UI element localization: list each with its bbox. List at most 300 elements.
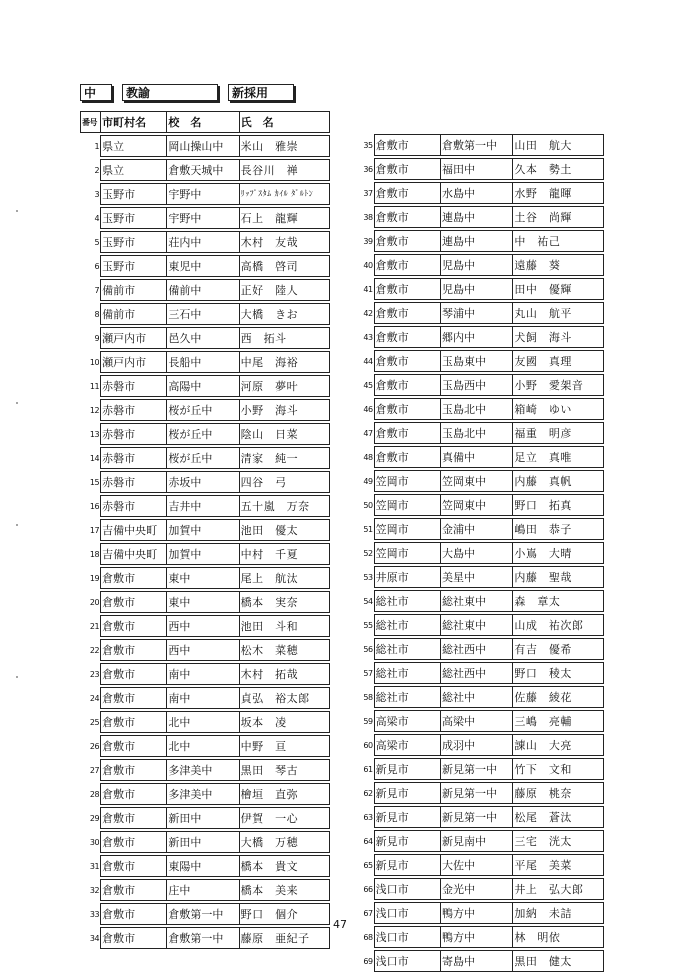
row-number: 50 (363, 500, 373, 510)
row-number: 20 (89, 597, 100, 607)
row-name: 土谷 尚輝 (513, 207, 604, 228)
row-school: 高陽中 (167, 376, 239, 397)
row-school: 宇野中 (167, 184, 239, 205)
row-name: 木村 友哉 (239, 232, 329, 253)
table-row (354, 543, 604, 564)
row-number: 25 (89, 717, 100, 727)
row-school: 邑久中 (167, 328, 239, 349)
row-school: 総社東中 (441, 615, 513, 636)
row-school: 新田中 (167, 808, 239, 829)
row-name: 三宅 洸太 (513, 831, 604, 852)
table-row (354, 327, 604, 348)
table-row (81, 784, 330, 805)
row-name: 山成 祐次郎 (513, 615, 604, 636)
row-name: 丸山 航平 (513, 303, 604, 324)
row-school: 鴨方中 (441, 927, 513, 948)
row-name: 加納 未詰 (513, 903, 604, 924)
page-number: 47 (333, 918, 347, 931)
row-municipality: 倉敷市 (374, 303, 440, 324)
row-municipality: 笠岡市 (374, 543, 440, 564)
row-municipality: 倉敷市 (374, 399, 440, 420)
table-row (81, 424, 330, 445)
row-name: ﾘｯﾌﾟｽﾀﾑ ｶｲﾙ ﾀﾞﾙﾄﾝ (239, 184, 329, 205)
row-municipality: 赤磐市 (101, 376, 167, 397)
table-row (81, 472, 330, 493)
table-row (354, 663, 604, 684)
row-number: 61 (363, 764, 373, 774)
row-number: 64 (363, 836, 373, 846)
roster-table-left (80, 111, 330, 949)
row-name: 水野 龍暉 (513, 183, 604, 204)
row-number: 18 (89, 549, 100, 559)
table-row (354, 159, 604, 180)
row-name: 福重 明彦 (513, 423, 604, 444)
row-number: 62 (363, 788, 373, 798)
row-municipality: 倉敷市 (374, 375, 440, 396)
row-school: 桜が丘中 (167, 448, 239, 469)
row-name: 犬飼 海斗 (513, 327, 604, 348)
row-municipality: 倉敷市 (101, 808, 167, 829)
row-municipality: 倉敷市 (101, 904, 167, 925)
row-number: 38 (363, 212, 373, 222)
row-name: 佐藤 綾花 (513, 687, 604, 708)
row-school: 連島中 (441, 231, 513, 252)
table-row (81, 736, 330, 757)
row-municipality: 倉敷市 (101, 928, 167, 949)
row-name: 内藤 真帆 (513, 471, 604, 492)
table-header-row (81, 112, 330, 133)
row-name: 井上 弘大郎 (513, 879, 604, 900)
row-number: 51 (363, 524, 373, 534)
row-municipality: 総社市 (374, 639, 440, 660)
row-number: 33 (89, 909, 100, 919)
row-school: 吉井中 (167, 496, 239, 517)
row-school: 三石中 (167, 304, 239, 325)
scan-speck (16, 676, 18, 678)
scan-speck (16, 210, 18, 212)
row-name: 木村 拓哉 (239, 664, 329, 685)
row-municipality: 新見市 (374, 783, 440, 804)
row-school: 宇野中 (167, 208, 239, 229)
row-name: 中村 千夏 (239, 544, 329, 565)
row-name: 橋本 実奈 (239, 592, 329, 613)
table-row (354, 783, 604, 804)
table-row (81, 496, 330, 517)
scan-speck (16, 402, 18, 404)
row-municipality: 新見市 (374, 831, 440, 852)
row-number: 14 (89, 453, 100, 463)
row-name: 諌山 大亮 (513, 735, 604, 756)
row-name: 橋本 美来 (239, 880, 329, 901)
row-school: 倉敷第一中 (167, 928, 239, 949)
table-row (354, 183, 604, 204)
row-municipality: 新見市 (374, 807, 440, 828)
row-school: 新見第一中 (441, 759, 513, 780)
column-header-municipality: 市町村名 (101, 112, 167, 133)
row-municipality: 総社市 (374, 591, 440, 612)
table-row (354, 567, 604, 588)
row-name: 藤原 亜紀子 (239, 928, 329, 949)
table-row (354, 231, 604, 252)
row-school: 福田中 (441, 159, 513, 180)
row-number: 24 (89, 693, 100, 703)
row-municipality: 倉敷市 (101, 832, 167, 853)
row-number: 17 (89, 525, 100, 535)
row-municipality: 笠岡市 (374, 471, 440, 492)
row-school: 総社西中 (441, 663, 513, 684)
table-row (81, 544, 330, 565)
scan-speck (16, 524, 18, 526)
row-school: 倉敷第一中 (441, 135, 513, 156)
table-row (81, 568, 330, 589)
row-school: 総社中 (441, 687, 513, 708)
row-number: 26 (89, 741, 100, 751)
row-school: 玉島東中 (441, 351, 513, 372)
row-school: 新田中 (167, 832, 239, 853)
row-school: 琴浦中 (441, 303, 513, 324)
row-name: 中尾 海裕 (239, 352, 329, 373)
table-row (81, 520, 330, 541)
table-row (81, 448, 330, 469)
row-number: 16 (89, 501, 100, 511)
row-name: 清家 純一 (239, 448, 329, 469)
row-name: 竹下 文和 (513, 759, 604, 780)
row-number: 21 (89, 621, 100, 631)
table-row (81, 256, 330, 277)
row-name: 米山 雅崇 (239, 136, 329, 157)
row-number: 7 (94, 285, 100, 295)
row-school: 美星中 (441, 567, 513, 588)
table-row (81, 208, 330, 229)
row-number: 67 (363, 908, 373, 918)
row-number: 34 (89, 933, 100, 943)
roster-table-right (354, 132, 604, 972)
row-municipality: 倉敷市 (374, 351, 440, 372)
row-number: 35 (363, 140, 373, 150)
row-school: 真備中 (441, 447, 513, 468)
row-school: 西中 (167, 640, 239, 661)
row-number: 69 (363, 956, 373, 966)
row-municipality: 高梁市 (374, 711, 440, 732)
row-municipality: 井原市 (374, 567, 440, 588)
row-number: 39 (363, 236, 373, 246)
row-school: 東児中 (167, 256, 239, 277)
table-row (354, 759, 604, 780)
row-number: 47 (363, 428, 373, 438)
row-municipality: 倉敷市 (101, 640, 167, 661)
row-municipality: 総社市 (374, 687, 440, 708)
row-municipality: 赤磐市 (101, 496, 167, 517)
table-row (354, 207, 604, 228)
row-number: 43 (363, 332, 373, 342)
row-school: 新見南中 (441, 831, 513, 852)
row-municipality: 倉敷市 (374, 327, 440, 348)
row-school: 大佐中 (441, 855, 513, 876)
row-name: 大橋 きお (239, 304, 329, 325)
row-municipality: 赤磐市 (101, 472, 167, 493)
row-municipality: 赤磐市 (101, 424, 167, 445)
row-school: 高梁中 (441, 711, 513, 732)
status-label: 新採用 (228, 84, 294, 101)
row-number: 31 (89, 861, 100, 871)
row-name: 伊賀 一心 (239, 808, 329, 829)
row-municipality: 新見市 (374, 759, 440, 780)
row-municipality: 吉備中央町 (101, 520, 167, 541)
row-name: 野口 個介 (239, 904, 329, 925)
row-school: 笠岡東中 (441, 495, 513, 516)
row-municipality: 赤磐市 (101, 448, 167, 469)
row-municipality: 倉敷市 (101, 712, 167, 733)
row-municipality: 倉敷市 (374, 255, 440, 276)
row-municipality: 倉敷市 (374, 447, 440, 468)
row-school: 倉敷天城中 (167, 160, 239, 181)
table-row (354, 303, 604, 324)
table-row (81, 400, 330, 421)
table-row (81, 616, 330, 637)
row-number: 42 (363, 308, 373, 318)
row-name: 四谷 弓 (239, 472, 329, 493)
table-row (354, 855, 604, 876)
row-school: 児島中 (441, 279, 513, 300)
table-row (354, 351, 604, 372)
row-school: 玉島西中 (441, 375, 513, 396)
row-number: 53 (363, 572, 373, 582)
row-school: 玉島北中 (441, 423, 513, 444)
row-name: 松木 菜穂 (239, 640, 329, 661)
row-name: 足立 真唯 (513, 447, 604, 468)
row-name: 池田 斗和 (239, 616, 329, 637)
row-number: 68 (363, 932, 373, 942)
table-row (81, 712, 330, 733)
row-name: 野口 稜太 (513, 663, 604, 684)
row-municipality: 倉敷市 (101, 616, 167, 637)
level-label: 中 (80, 84, 112, 101)
row-number: 5 (94, 237, 100, 247)
table-row (81, 592, 330, 613)
row-school: 庄中 (167, 880, 239, 901)
row-number: 37 (363, 188, 373, 198)
row-name: 箱崎 ゆい (513, 399, 604, 420)
row-municipality: 吉備中央町 (101, 544, 167, 565)
row-name: 石上 龍輝 (239, 208, 329, 229)
table-row (354, 639, 604, 660)
row-school: 玉島北中 (441, 399, 513, 420)
row-school: 金光中 (441, 879, 513, 900)
row-number: 44 (363, 356, 373, 366)
column-header-no: 番号 (81, 112, 101, 133)
row-school: 寄島中 (441, 951, 513, 972)
row-number: 22 (89, 645, 100, 655)
row-name: 嶋田 恭子 (513, 519, 604, 540)
table-row (354, 807, 604, 828)
table-row (354, 399, 604, 420)
row-name: 遠藤 葵 (513, 255, 604, 276)
row-number: 3 (94, 189, 100, 199)
row-school: 南中 (167, 688, 239, 709)
row-number: 46 (363, 404, 373, 414)
row-school: 水島中 (441, 183, 513, 204)
row-name: 内藤 聖哉 (513, 567, 604, 588)
row-number: 63 (363, 812, 373, 822)
row-name: 藤原 桃奈 (513, 783, 604, 804)
row-name: 有吉 優希 (513, 639, 604, 660)
row-municipality: 新見市 (374, 855, 440, 876)
row-number: 23 (89, 669, 100, 679)
row-municipality: 倉敷市 (374, 423, 440, 444)
row-name: 西 拓斗 (239, 328, 329, 349)
row-school: 東中 (167, 568, 239, 589)
row-number: 30 (89, 837, 100, 847)
row-municipality: 笠岡市 (374, 495, 440, 516)
row-name: 河原 夢叶 (239, 376, 329, 397)
row-municipality: 倉敷市 (101, 688, 167, 709)
row-municipality: 浅口市 (374, 951, 440, 972)
table-row (81, 880, 330, 901)
row-municipality: 備前市 (101, 280, 167, 301)
table-row (354, 951, 604, 972)
row-number: 60 (363, 740, 373, 750)
table-row (354, 423, 604, 444)
row-municipality: 浅口市 (374, 927, 440, 948)
table-row (81, 760, 330, 781)
row-municipality: 玉野市 (101, 184, 167, 205)
row-number: 36 (363, 164, 373, 174)
row-name: 松尾 蒼汰 (513, 807, 604, 828)
row-name: 貞弘 裕太郎 (239, 688, 329, 709)
row-name: 大橋 万穂 (239, 832, 329, 853)
table-row (81, 184, 330, 205)
row-municipality: 瀬戸内市 (101, 328, 167, 349)
table-row (354, 615, 604, 636)
row-number: 65 (363, 860, 373, 870)
table-row (354, 687, 604, 708)
row-number: 41 (363, 284, 373, 294)
table-row (354, 447, 604, 468)
row-number: 10 (89, 357, 100, 367)
row-number: 32 (89, 885, 100, 895)
row-number: 58 (363, 692, 373, 702)
row-number: 52 (363, 548, 373, 558)
row-school: 加賀中 (167, 520, 239, 541)
row-municipality: 総社市 (374, 615, 440, 636)
row-number: 2 (94, 165, 100, 175)
row-school: 赤坂中 (167, 472, 239, 493)
row-number: 4 (94, 213, 100, 223)
row-name: 田中 優輝 (513, 279, 604, 300)
table-row (81, 136, 330, 157)
row-municipality: 倉敷市 (101, 760, 167, 781)
table-row (354, 375, 604, 396)
row-number: 12 (89, 405, 100, 415)
row-school: 北中 (167, 712, 239, 733)
row-name: 林 明依 (513, 927, 604, 948)
row-school: 多津美中 (167, 784, 239, 805)
row-municipality: 赤磐市 (101, 400, 167, 421)
table-row (81, 280, 330, 301)
row-number: 48 (363, 452, 373, 462)
row-municipality: 倉敷市 (101, 592, 167, 613)
row-municipality: 玉野市 (101, 208, 167, 229)
row-name: 小野 愛架音 (513, 375, 604, 396)
row-number: 29 (89, 813, 100, 823)
row-school: 加賀中 (167, 544, 239, 565)
table-row (354, 831, 604, 852)
table-row (81, 640, 330, 661)
column-header-school: 校 名 (167, 112, 239, 133)
row-municipality: 高梁市 (374, 735, 440, 756)
row-school: 北中 (167, 736, 239, 757)
row-number: 8 (94, 309, 100, 319)
table-row (354, 711, 604, 732)
row-name: 小嶌 大晴 (513, 543, 604, 564)
row-name: 黒田 健太 (513, 951, 604, 972)
row-school: 西中 (167, 616, 239, 637)
row-name: 森 章太 (513, 591, 604, 612)
row-municipality: 倉敷市 (374, 159, 440, 180)
table-row (354, 279, 604, 300)
row-number: 40 (363, 260, 373, 270)
row-municipality: 倉敷市 (101, 880, 167, 901)
row-name: 尾上 航汰 (239, 568, 329, 589)
row-municipality: 総社市 (374, 663, 440, 684)
row-municipality: 倉敷市 (101, 736, 167, 757)
row-school: 長船中 (167, 352, 239, 373)
row-name: 平尾 美菜 (513, 855, 604, 876)
row-name: 小野 海斗 (239, 400, 329, 421)
row-name: 陰山 日菜 (239, 424, 329, 445)
row-name: 坂本 凌 (239, 712, 329, 733)
table-row (81, 352, 330, 373)
row-school: 南中 (167, 664, 239, 685)
row-school: 笠岡東中 (441, 471, 513, 492)
row-school: 総社東中 (441, 591, 513, 612)
row-school: 備前中 (167, 280, 239, 301)
row-number: 57 (363, 668, 373, 678)
row-school: 荘内中 (167, 232, 239, 253)
row-school: 総社西中 (441, 639, 513, 660)
row-number: 59 (363, 716, 373, 726)
table-row (81, 304, 330, 325)
row-school: 新見第一中 (441, 807, 513, 828)
row-municipality: 倉敷市 (374, 183, 440, 204)
row-name: 長谷川 禅 (239, 160, 329, 181)
row-school: 東中 (167, 592, 239, 613)
row-number: 9 (94, 333, 100, 343)
row-municipality: 笠岡市 (374, 519, 440, 540)
row-number: 11 (89, 381, 100, 391)
row-number: 66 (363, 884, 373, 894)
row-school: 大島中 (441, 543, 513, 564)
table-row (81, 832, 330, 853)
row-number: 1 (94, 141, 100, 151)
row-name: 中野 亘 (239, 736, 329, 757)
row-number: 45 (363, 380, 373, 390)
row-number: 6 (94, 261, 100, 271)
table-row (354, 255, 604, 276)
row-school: 岡山操山中 (167, 136, 239, 157)
row-school: 郷内中 (441, 327, 513, 348)
table-row (354, 471, 604, 492)
row-school: 鴨方中 (441, 903, 513, 924)
row-number: 15 (89, 477, 100, 487)
row-municipality: 倉敷市 (374, 231, 440, 252)
row-name: 檜垣 直弥 (239, 784, 329, 805)
row-school: 連島中 (441, 207, 513, 228)
row-school: 倉敷第一中 (167, 904, 239, 925)
row-school: 桜が丘中 (167, 400, 239, 421)
row-school: 多津美中 (167, 760, 239, 781)
row-name: 橋本 貴文 (239, 856, 329, 877)
